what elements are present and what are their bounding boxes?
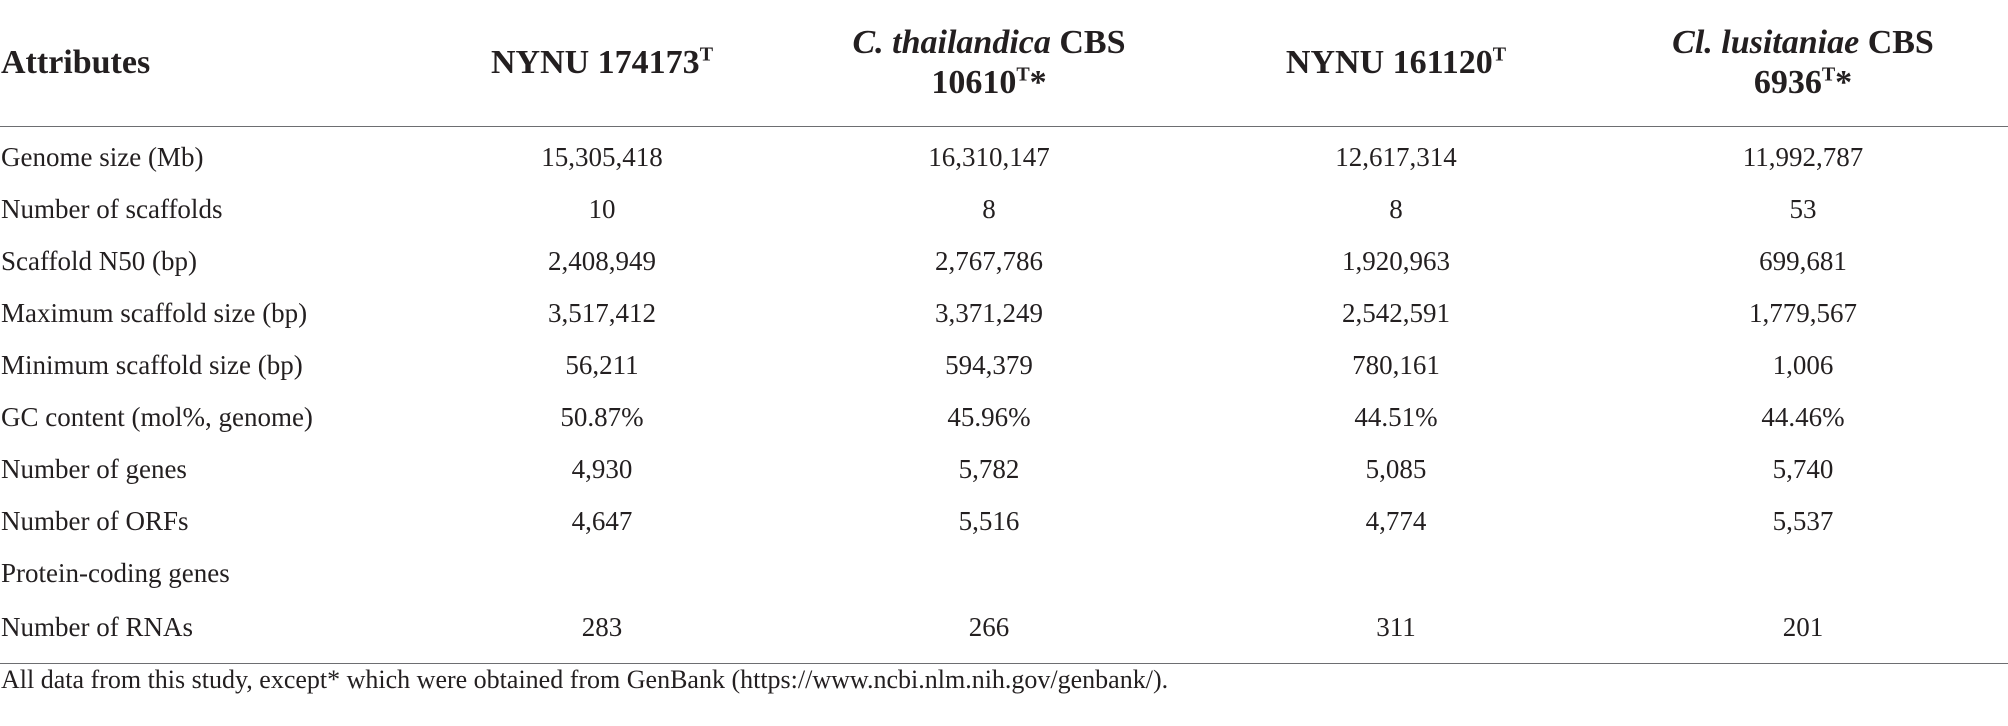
- table-row: [0, 547, 2008, 599]
- table-cell: 283: [420, 599, 784, 664]
- table-cell: 45.96%: [947, 401, 1031, 432]
- table-cell: [420, 547, 784, 599]
- row-label: Number of genes: [1, 453, 187, 484]
- header-nynu-174173: NYNU $174173^T$: [420, 0, 784, 127]
- header-c-thailandica: C. thailandica CBS $10610^T*$: [784, 0, 1194, 127]
- table-cell: 10: [588, 193, 616, 224]
- table-cell: 5,782: [958, 453, 1020, 484]
- table-row: [0, 443, 2008, 495]
- table-row: [0, 599, 2008, 664]
- header-attributes: Attributes: [0, 0, 420, 127]
- table-cell: 8: [982, 193, 996, 224]
- table-cell: 53: [1789, 193, 1817, 224]
- table-cell: 44.46%: [1761, 401, 1845, 432]
- table-row: [0, 183, 2008, 235]
- table-cell: 5,085: [1365, 453, 1427, 484]
- table-cell: 201: [1598, 599, 2008, 664]
- table-row: [0, 495, 2008, 547]
- table-cell: 56,211: [565, 349, 639, 380]
- row-label: Maximum scaffold size (bp): [1, 297, 308, 328]
- table-cell: 311: [1194, 599, 1598, 664]
- table-cell: [1598, 547, 2008, 599]
- table-cell: 699,681: [1759, 245, 1847, 276]
- table-cell: 50.87%: [560, 401, 644, 432]
- table-cell: 44.51%: [1354, 401, 1438, 432]
- table-cell: 5,537: [1772, 505, 1834, 536]
- table-cell: 266: [784, 599, 1194, 664]
- table-cell: 5,740: [1772, 453, 1834, 484]
- table-cell: 3,371,249: [935, 297, 1043, 328]
- table-cell: 4,930: [571, 453, 633, 484]
- table-cell: 2,767,786: [935, 245, 1043, 276]
- table-cell: 2,542,591: [1342, 297, 1450, 328]
- header-cl-lusitaniae: Cl. lusitaniae CBS $6936^T*$: [1598, 0, 2008, 127]
- row-label: Number of RNAs: [0, 599, 420, 664]
- table-cell: 2,408,949: [548, 245, 656, 276]
- table-cell: 5,516: [958, 505, 1020, 536]
- row-label: GC content (mol%, genome): [1, 401, 313, 432]
- table-cell: 4,647: [571, 505, 633, 536]
- table-row: [0, 391, 2008, 443]
- table-cell: 780,161: [1352, 349, 1440, 380]
- table-cell: [784, 547, 1194, 599]
- row-label: Minimum scaffold size (bp): [1, 349, 303, 380]
- table-cell: 594,379: [945, 349, 1033, 380]
- row-label: Number of scaffolds: [1, 193, 223, 224]
- table-cell: 1,920,963: [1342, 245, 1450, 276]
- row-label: Genome size (Mb): [1, 141, 204, 172]
- table-cell: 16,310,147: [928, 141, 1050, 172]
- table-cell: 3,517,412: [548, 297, 656, 328]
- table-footnote: All data from this study, except* which were obtained from GenBank (https://www.ncbi.nlm.nih.gov/genbank/).: [1, 665, 1169, 694]
- table-header-row: [0, 0, 2008, 127]
- table-cell: 8: [1389, 193, 1403, 224]
- table-row: [0, 235, 2008, 287]
- row-label: Protein-coding genes: [1, 557, 230, 588]
- table-row: [0, 287, 2008, 339]
- table-cell: 1,006: [1772, 349, 1834, 380]
- row-label: Number of ORFs: [1, 505, 189, 536]
- table-cell: 15,305,418: [541, 141, 663, 172]
- table-cell: 12,617,314: [1335, 141, 1457, 172]
- table-cell: 11,992,787: [1742, 141, 1864, 172]
- table-cell: [1194, 547, 1598, 599]
- table-row: [0, 339, 2008, 391]
- table-row: [0, 127, 2008, 184]
- row-label: Scaffold N50 (bp): [1, 245, 197, 276]
- table-cell: 4,774: [1365, 505, 1427, 536]
- header-nynu-161120: NYNU $161120^T$: [1194, 0, 1598, 127]
- table-cell: 1,779,567: [1749, 297, 1857, 328]
